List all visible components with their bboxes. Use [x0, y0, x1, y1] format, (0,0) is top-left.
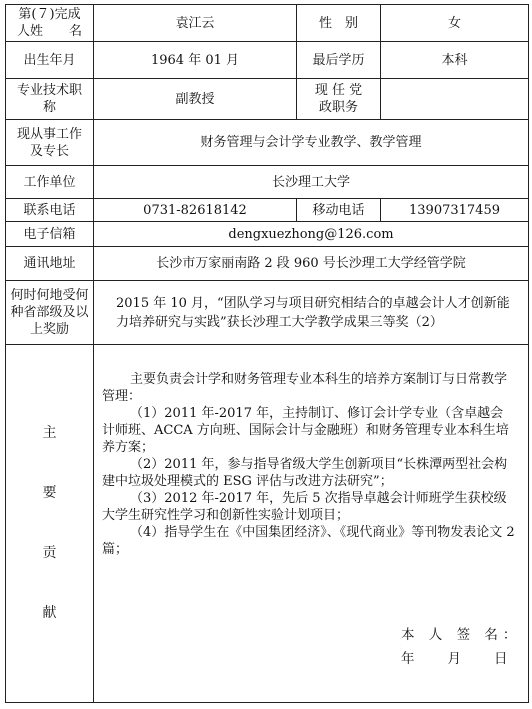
- contribution-paragraph: 主要负责会计学和财务管理专业本科生的培养方案制订与日常教学管理：: [102, 372, 508, 404]
- awards-label: 何时何地受何种省部级及以上奖励: [6, 281, 94, 345]
- post-label: 现 任 党政职务: [297, 79, 381, 120]
- title-label: 专业技术职 称: [6, 79, 94, 120]
- name-value: 袁江云: [94, 5, 297, 42]
- birth-label: 出生年月: [6, 42, 94, 79]
- specialty-value: 财务管理与会计学专业教学、教学管理: [94, 120, 529, 166]
- post-value: [381, 79, 529, 120]
- row-contribution: [6, 345, 529, 703]
- gender-label: 性 别: [297, 5, 381, 42]
- employer-value: 长沙理工大学: [94, 166, 529, 199]
- row-email: [6, 222, 529, 247]
- row-awards: [6, 281, 529, 345]
- row-title: [6, 79, 529, 120]
- mobile-label: 移动电话: [297, 199, 381, 222]
- row-birth: [6, 42, 529, 79]
- phone-value: 0731-82618142: [94, 199, 297, 222]
- contribution-label: [6, 404, 93, 644]
- email-value: dengxuezhong@126.com: [94, 222, 529, 247]
- address-value: 长沙市万家丽南路 2 段 960 号长沙理工大学经管学院: [94, 247, 529, 281]
- contribution-label-char: 献: [42, 605, 57, 621]
- specialty-label: 现从事工作及专长: [6, 120, 94, 166]
- gender-value: 女: [381, 5, 529, 42]
- row-name: [6, 5, 529, 42]
- mobile-value: 13907317459: [381, 199, 529, 222]
- contribution-label-char: 贡: [42, 545, 57, 561]
- contribution-paragraph: （1）2011 年-2017 年，主持制订、修订会计学专业（含卓越会计师班、ACCA 方向班、国际会计与金融班）和财务管理专业本科生培养方案；: [102, 406, 509, 455]
- contribution-paragraph: （2）2011 年，参与指导省级大学生创新项目“长株潭两型社会构建中垃圾处理模式的 ESG 评估与改进方法研究”；: [102, 457, 508, 489]
- contribution-label-cell: [6, 345, 94, 703]
- contribution-label-char: 要: [42, 485, 57, 501]
- employer-label: 工作单位: [6, 166, 94, 199]
- signature-label: 本 人 签 名：: [401, 627, 522, 643]
- phone-label: 联系电话: [6, 199, 94, 222]
- personal-info-table: [5, 4, 529, 703]
- contribution-label-char: 主: [42, 425, 57, 441]
- row-employer: [6, 166, 529, 199]
- address-label: 通讯地址: [6, 247, 94, 281]
- awards-value: 2015 年 10 月，“团队学习与项目研究相结合的卓越会计人才创新能力培养研究与实践”获长沙理工大学教学成果三等奖（2）: [94, 281, 529, 345]
- contribution-paragraph: （3）2012 年-2017 年，先后 5 次指导卓越会计师班学生获校级大学生研究性学习和创新性实验计划项目；: [102, 491, 507, 523]
- signature-date: 年 月 日: [401, 651, 510, 667]
- email-label: 电子信箱: [6, 222, 94, 247]
- form-page: [5, 4, 528, 704]
- contribution-content: [94, 345, 529, 703]
- birth-value: 1964 年 01 月: [94, 42, 297, 79]
- row-address: [6, 247, 529, 281]
- row-phone: [6, 199, 529, 222]
- title-value: 副教授: [94, 79, 297, 120]
- contribution-paragraph: （4）指导学生在《中国集团经济》、《现代商业》等刊物发表论文 2 篇；: [102, 525, 515, 557]
- name-label: 第(７)完成人姓 名: [6, 5, 94, 42]
- row-specialty: [6, 120, 529, 166]
- education-label: 最后学历: [297, 42, 381, 79]
- education-value: 本科: [381, 42, 529, 79]
